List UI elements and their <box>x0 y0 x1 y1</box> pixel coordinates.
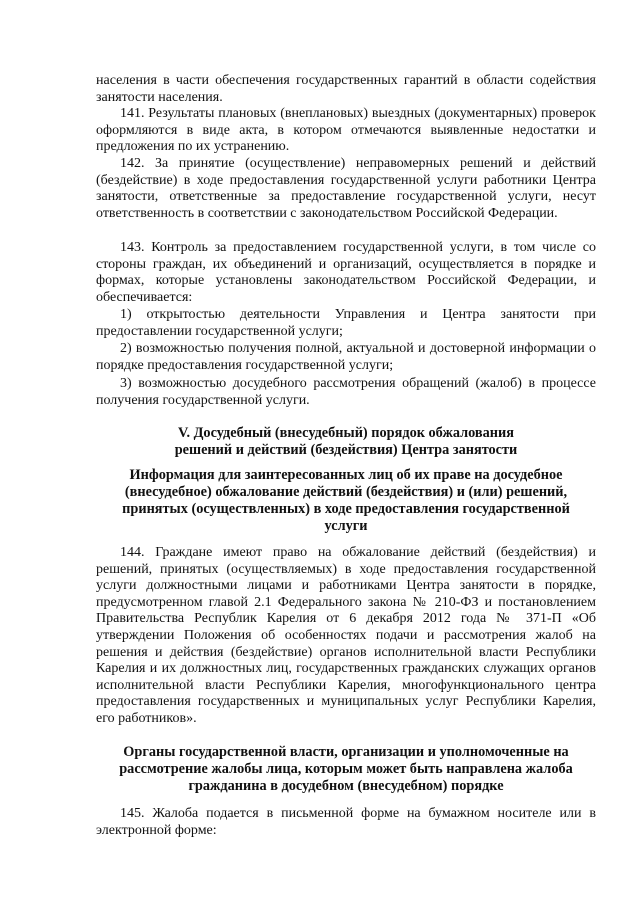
paragraph-142: 142. За принятие (осуществление) неправомерных решений и действий (бездействие) в ходе предоставления государственной услуги работники Центра занятости, ответственные за предоставление государственной услуги, несут ответственность в соответствии с законодательством Российской Федерации. <box>96 156 596 221</box>
section-v-heading-line-1: V. Досудебный (внесудебный) порядок обжалования <box>177 425 515 441</box>
organs-heading: Органы государственной власти, организации и уполномоченные на рассмотрение жалобы лица, которым может быть направлена жалоба гражданина в досудебном (внесудебном) порядке <box>119 744 573 794</box>
paragraph-144: 144. Граждане имеют право на обжалование действий (бездействия) и решений, принятых (осуществляемых) в ходе предоставления государственной услуги должностными лицами и работниками Центра занятости в порядке, предусмотренном главой 2.1 Федерального закона № 210-ФЗ и постановлением Правительства Республик Карелия от 6 декабря 2012 года № 371-П «Об утверждении Положения об особенностях подачи и рассмотрения жалоб на решения и действия (бездействие) органов исполнительной власти Республики Карелия и их должностных лиц, государственных гражданских служащих органов исполнительной власти Республики Карелия, многофункционального центра предоставления государственных и муниципальных услуг Республики Карелия, его работников». <box>96 545 596 726</box>
section-v-heading-line-2: решений и действий (бездействия) Центра занятости <box>174 442 518 458</box>
list-item-3: 3) возможностью досудебного рассмотрения обращений (жалоб) в процессе получения государственной услуги. <box>96 376 596 408</box>
paragraph-continuation: населения в части обеспечения государственных гарантий в области содействия занятости населения. <box>96 73 596 105</box>
paragraph-141: 141. Результаты плановых (внеплановых) выездных (документарных) проверок оформляются в виде акта, в котором отмечаются выявленные недостатки и предложения по их устранению. <box>96 106 596 155</box>
info-heading: Информация для заинтересованных лиц об их праве на досудебное (внесудебное) обжалование действий (бездействия) и (или) решений, принятых (осуществленных) в ходе предоставления государственной услуги <box>122 467 570 534</box>
list-item-1: 1) открытостью деятельности Управления и Центра занятости при предоставлении государственной услуги; <box>96 307 596 339</box>
section-v-heading <box>96 425 596 459</box>
paragraph-143: 143. Контроль за предоставлением государственной услуги, в том числе со стороны граждан, их объединений и организаций, осуществляется в порядке и формах, которые установлены законодательством Российской Федерации, и обеспечивается: <box>96 240 596 305</box>
list-item-2: 2) возможностью получения полной, актуальной и достоверной информации о порядке предоставления государственной услуги; <box>96 341 596 373</box>
paragraph-145: 145. Жалоба подается в письменной форме на бумажном носителе или в электронной форме: <box>96 806 596 838</box>
